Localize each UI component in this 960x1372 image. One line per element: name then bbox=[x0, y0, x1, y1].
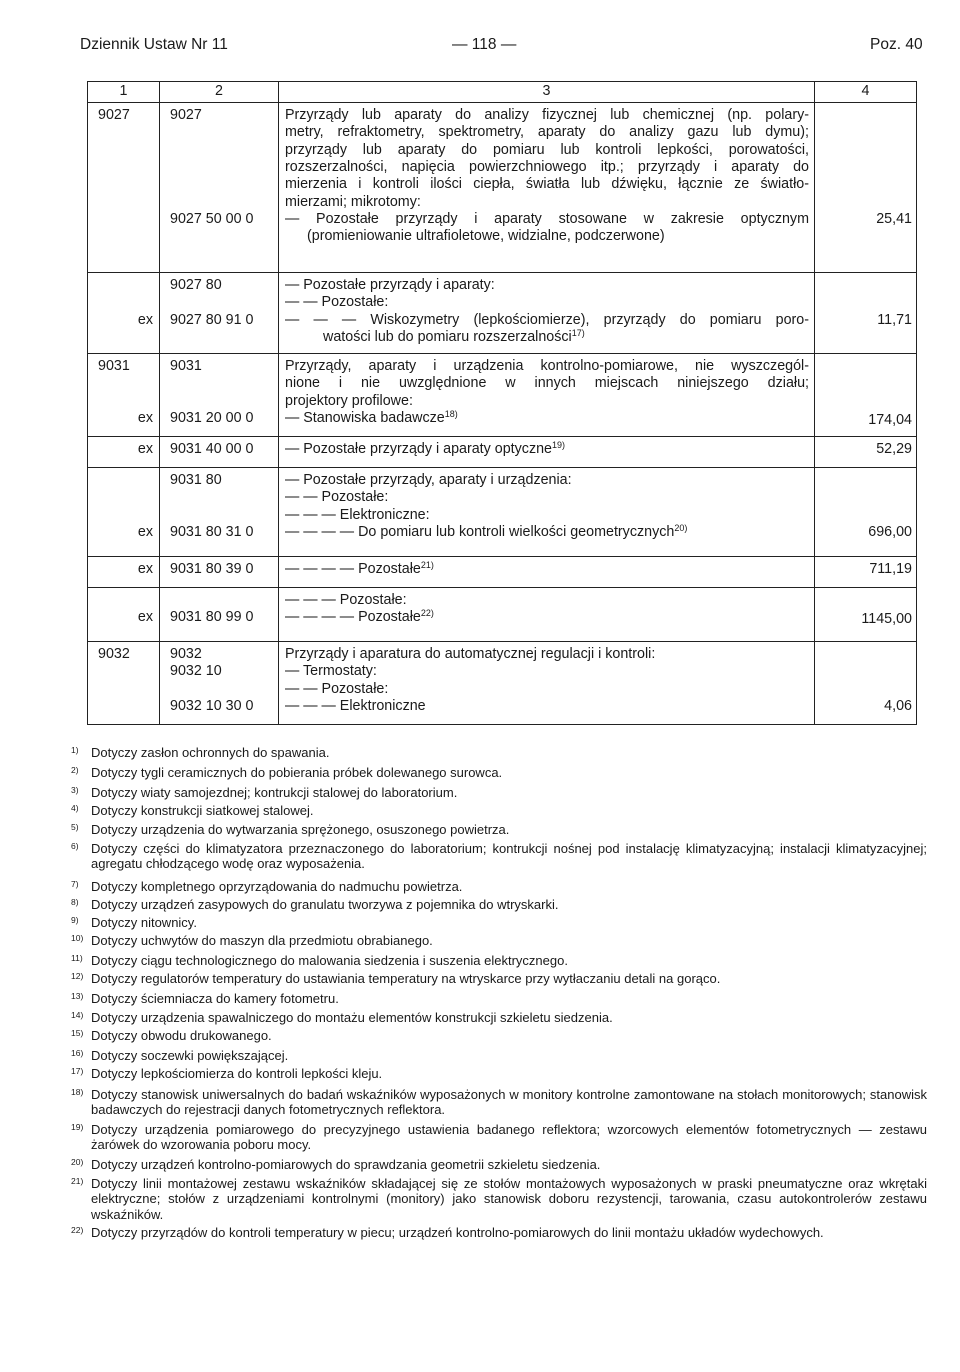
table-row bbox=[88, 437, 917, 468]
footnote-text: Dotyczy nitownicy. bbox=[91, 915, 197, 930]
footnote-ref: 19) bbox=[552, 440, 566, 450]
description-cell bbox=[279, 437, 815, 468]
duty-rate: 174,04 bbox=[868, 411, 912, 428]
description-text: — — — Elektroniczne bbox=[285, 697, 426, 714]
heading-number: 9032 bbox=[98, 646, 130, 662]
cell-content bbox=[279, 642, 814, 724]
rate-cell bbox=[815, 273, 917, 354]
description-text: — — Pozostałe: bbox=[285, 680, 389, 697]
description-line bbox=[285, 489, 388, 506]
footnote bbox=[71, 1122, 927, 1153]
cell-content bbox=[88, 642, 159, 724]
tariff-code: 9031 40 00 0 bbox=[170, 441, 254, 457]
cell-content bbox=[88, 354, 159, 436]
description-line bbox=[285, 663, 377, 680]
column-header: 3 bbox=[279, 82, 815, 103]
rate-cell bbox=[815, 468, 917, 557]
footnote-mark: 19) bbox=[71, 1122, 84, 1132]
description-line bbox=[285, 107, 809, 124]
footnote-mark: 15) bbox=[71, 1028, 84, 1038]
footnote bbox=[71, 785, 927, 800]
footnote bbox=[71, 991, 927, 1006]
footnote-ref: 20) bbox=[674, 522, 688, 533]
footnote-mark: 10) bbox=[71, 933, 84, 943]
footnote-text: Dotyczy regulatorów temperatury do ustawiania temperatury na wtryskarce przy wytłaczaniu detali na gorąco. bbox=[91, 971, 721, 986]
description-line bbox=[285, 277, 495, 294]
code-cell bbox=[160, 437, 279, 468]
description-text: nione i nie uwzględnione w innych miejscach niniejszego działu; bbox=[285, 375, 809, 392]
column-header: 1 bbox=[88, 82, 160, 103]
duty-rate: 25,41 bbox=[876, 210, 912, 227]
description-line bbox=[285, 410, 458, 427]
description-text: metry, refraktometry, spektrometry, aparaty do analizy gazu lub dymu); bbox=[285, 124, 809, 141]
journal-title: Dziennik Ustaw Nr 11 bbox=[80, 36, 228, 53]
tariff-code: 9032 bbox=[170, 646, 202, 662]
rate-cell bbox=[815, 642, 917, 725]
footnote-text: Dotyczy wiaty samojezdnej; kontrukcji stalowej do laboratorium. bbox=[91, 785, 458, 800]
footnote-text: Dotyczy urządzeń kontrolno-pomiarowych do sprawdzania geometrii szkieletu siedzenia. bbox=[91, 1157, 601, 1172]
footnote bbox=[71, 879, 927, 894]
tariff-code: 9032 10 30 0 bbox=[170, 697, 254, 714]
heading-cell bbox=[88, 468, 160, 557]
description-line bbox=[285, 646, 655, 663]
position-number: Poz. 40 bbox=[870, 36, 923, 53]
description-text: — — — Elektroniczne: bbox=[285, 506, 430, 523]
footnote-text: Dotyczy kompletnego oprzyrządowania do nadmuchu powietrza. bbox=[91, 879, 463, 894]
description-line bbox=[285, 524, 687, 541]
footnote-ref: 17) bbox=[571, 327, 585, 338]
cell-content bbox=[160, 273, 278, 353]
cell-content bbox=[160, 437, 278, 467]
duty-rate: 711,19 bbox=[869, 561, 912, 577]
heading-cell bbox=[88, 557, 160, 588]
description-line bbox=[285, 681, 388, 698]
footnote bbox=[71, 933, 927, 948]
table-row bbox=[88, 103, 917, 273]
footnote-text: Dotyczy konstrukcji siatkowej stalowej. bbox=[91, 803, 314, 818]
code-cell bbox=[160, 103, 279, 273]
footnote-text: Dotyczy urządzenia pomiarowego do precyzyjnego ustawienia badanego reflektora; wzorcowych elementów fotometrycznych — zestawu żarówek do wzorowania poboru mocy. bbox=[91, 1122, 927, 1153]
description-text: — — — Wiskozymetry (lepkościomierze), przyrządy do pomiaru poro- bbox=[285, 311, 809, 328]
page-number: — 118 — bbox=[452, 36, 517, 53]
code-cell bbox=[160, 642, 279, 725]
footnote-text: Dotyczy linii montażowej zestawu wskaźników składającej się ze stołów montażowych wyposażonych w praski pneumatyczne oraz wkrętaki elektryczne; stołów z urządzeniami kontrolnymi (monitory) jako stanowisk doboru rezystencji, tarowania, czasu autokontrolerów zestawu wskaźników. bbox=[91, 1176, 927, 1222]
cell-content bbox=[88, 437, 159, 467]
footnote-text: Dotyczy ściemniacza do kamery fotometru. bbox=[91, 991, 339, 1006]
cell-content bbox=[815, 354, 916, 436]
description-cell bbox=[279, 557, 815, 588]
description-line bbox=[285, 393, 413, 410]
ex-marker: ex bbox=[137, 441, 153, 457]
description-text: — — — — Pozostałe bbox=[285, 609, 421, 626]
description-text: mierzenia i kontroli ilości ciepła, światła lub dźwięku, łącznie ze światło- bbox=[285, 176, 809, 193]
duty-rate: 1145,00 bbox=[861, 611, 912, 628]
duty-rate: 52,29 bbox=[876, 441, 912, 457]
cell-content bbox=[815, 588, 916, 641]
footnote-mark: 14) bbox=[71, 1010, 84, 1020]
tariff-code: 9027 bbox=[170, 107, 202, 123]
footnote bbox=[71, 1176, 927, 1222]
column-header: 2 bbox=[160, 82, 279, 103]
tariff-code: 9031 80 99 0 bbox=[170, 609, 254, 626]
footnote-mark: 21) bbox=[71, 1176, 84, 1186]
footnote-mark: 1) bbox=[71, 745, 79, 755]
description-text: rozszerzalności, napięcia powierzchniowego itp.; przyrządy i aparaty do bbox=[285, 158, 809, 175]
description-line bbox=[285, 698, 426, 715]
table-row bbox=[88, 557, 917, 588]
footnote bbox=[71, 765, 927, 780]
footnote bbox=[71, 915, 927, 930]
footnote-mark: 12) bbox=[71, 971, 84, 981]
tariff-code: 9032 10 bbox=[170, 663, 222, 680]
footnote bbox=[71, 897, 927, 912]
ex-marker: ex bbox=[137, 609, 153, 626]
footnote-text: Dotyczy soczewki powiększającej. bbox=[91, 1048, 289, 1063]
code-cell bbox=[160, 588, 279, 642]
tariff-code: 9027 80 bbox=[170, 277, 222, 293]
tariff-code: 9031 80 39 0 bbox=[170, 561, 254, 577]
description-text: — Pozostałe przyrządy, aparaty i urządzenia: bbox=[285, 472, 572, 488]
footnote-mark: 7) bbox=[71, 879, 79, 889]
footnote-text: Dotyczy lepkościomierza do kontroli lepkości kleju. bbox=[91, 1066, 383, 1081]
heading-cell bbox=[88, 437, 160, 468]
footnote bbox=[71, 1048, 927, 1063]
footnote-text: Dotyczy obwodu drukowanego. bbox=[91, 1028, 272, 1043]
cell-content bbox=[160, 557, 278, 587]
cell-content bbox=[88, 103, 159, 272]
heading-cell bbox=[88, 354, 160, 437]
footnote-mark: 22) bbox=[71, 1225, 84, 1235]
table-row bbox=[88, 642, 917, 725]
column-header: 4 bbox=[815, 82, 917, 103]
footnote-mark: 5) bbox=[71, 822, 79, 832]
footnote-text: Dotyczy urządzenia spawalniczego do montażu elementów konstrukcji szkieletu siedzenia. bbox=[91, 1010, 613, 1025]
description-cell bbox=[279, 642, 815, 725]
ex-marker: ex bbox=[137, 409, 153, 426]
description-text: przyrządy lub aparaty do pomiaru lub kontroli lepkości, porowatości, bbox=[285, 141, 809, 158]
description-line bbox=[285, 294, 388, 311]
description-cell bbox=[279, 468, 815, 557]
footnote-ref: 18) bbox=[444, 408, 458, 419]
description-text: — Pozostałe przyrządy i aparaty stosowane w zakresie optycznym bbox=[285, 210, 809, 227]
table-row bbox=[88, 273, 917, 354]
heading-cell bbox=[88, 588, 160, 642]
footnote-ref: 21) bbox=[420, 560, 434, 570]
tariff-table bbox=[87, 81, 917, 725]
description-text: (promieniowanie ultrafioletowe, widzialne, podczerwone) bbox=[307, 228, 665, 245]
duty-rate: 4,06 bbox=[884, 697, 912, 714]
heading-cell bbox=[88, 103, 160, 273]
table-body bbox=[88, 103, 917, 725]
tariff-code: 9031 bbox=[170, 358, 202, 374]
footnote-text: Dotyczy urządzenia do wytwarzania sprężonego, osuszonego powietrza. bbox=[91, 822, 510, 837]
code-cell bbox=[160, 468, 279, 557]
description-text: — — — — Pozostałe bbox=[285, 561, 421, 577]
footnote-mark: 11) bbox=[71, 953, 83, 963]
cell-content bbox=[160, 103, 278, 272]
description-line bbox=[307, 228, 665, 245]
footnote-mark: 18) bbox=[71, 1087, 84, 1097]
tariff-code: 9031 80 31 0 bbox=[170, 523, 254, 540]
description-line bbox=[285, 159, 809, 176]
description-line bbox=[285, 609, 434, 626]
footnote-mark: 4) bbox=[71, 803, 79, 813]
ex-marker: ex bbox=[137, 311, 153, 328]
description-line bbox=[285, 312, 809, 329]
description-text: watości lub do pomiaru rozszerzalności bbox=[323, 328, 572, 345]
description-text: Przyrządy lub aparaty do analizy fizycznej lub chemicznej (np. polary- bbox=[285, 107, 809, 123]
description-text: — — — Pozostałe: bbox=[285, 592, 407, 608]
description-text: — — Pozostałe: bbox=[285, 489, 389, 506]
footnote-mark: 8) bbox=[71, 897, 79, 907]
footnote bbox=[71, 1157, 927, 1172]
tariff-code: 9027 80 91 0 bbox=[170, 311, 254, 328]
table-row bbox=[88, 468, 917, 557]
description-line bbox=[285, 176, 809, 193]
footnote-text: Dotyczy części do klimatyzatora przeznaczonego do laboratorium; kontrukcji nośnej pod instalację klimatyzacyjną; instalacji klimatyzacyjnej; agregatu chłodzącego wodę oraz wyposażenia. bbox=[91, 841, 927, 872]
description-cell bbox=[279, 273, 815, 354]
table-row bbox=[88, 588, 917, 642]
description-text: — — — — Do pomiaru lub kontroli wielkości geometrycznych bbox=[285, 523, 675, 540]
footnote-text: Dotyczy przyrządów do kontroli temperatury w piecu; urządzeń kontrolno-pomiarowych do linii montażu układów wydechowych. bbox=[91, 1225, 824, 1240]
footnote-mark: 17) bbox=[71, 1066, 84, 1076]
footnote-mark: 13) bbox=[71, 991, 84, 1001]
description-line bbox=[285, 358, 809, 375]
footnote bbox=[71, 953, 927, 968]
heading-cell bbox=[88, 273, 160, 354]
code-cell bbox=[160, 557, 279, 588]
cell-content bbox=[815, 468, 916, 556]
duty-rate: 11,71 bbox=[877, 311, 912, 328]
description-line bbox=[285, 507, 430, 524]
rate-cell bbox=[815, 103, 917, 273]
cell-content bbox=[279, 273, 814, 353]
ex-marker: ex bbox=[137, 523, 153, 540]
description-cell bbox=[279, 103, 815, 273]
description-text: Przyrządy i aparatura do automatycznej regulacji i kontroli: bbox=[285, 646, 656, 662]
cell-content bbox=[815, 557, 916, 587]
page-header bbox=[0, 0, 960, 60]
footnote-mark: 9) bbox=[71, 915, 79, 925]
cell-content bbox=[88, 557, 159, 587]
cell-content bbox=[279, 354, 814, 436]
cell-content bbox=[88, 468, 159, 556]
footnote-ref: 22) bbox=[420, 608, 434, 619]
footnote bbox=[71, 1087, 927, 1118]
footnote bbox=[71, 1010, 927, 1025]
tariff-code: 9031 80 bbox=[170, 472, 222, 488]
description-line bbox=[285, 124, 809, 141]
tariff-code: 9031 20 00 0 bbox=[170, 409, 254, 426]
description-line bbox=[285, 194, 421, 211]
cell-content bbox=[279, 103, 814, 272]
description-cell bbox=[279, 354, 815, 437]
description-text: mierzami; mikrotomy: bbox=[285, 193, 421, 210]
cell-content bbox=[160, 468, 278, 556]
column-header-row bbox=[88, 82, 917, 103]
cell-content bbox=[160, 354, 278, 436]
footnote-mark: 16) bbox=[71, 1048, 84, 1058]
footnote-text: Dotyczy uchwytów do maszyn dla przedmiotu obrabianego. bbox=[91, 933, 433, 948]
footnote bbox=[71, 971, 927, 986]
description-line bbox=[285, 472, 572, 489]
code-cell bbox=[160, 273, 279, 354]
heading-number: 9027 bbox=[98, 107, 130, 123]
rate-cell bbox=[815, 354, 917, 437]
footnote bbox=[71, 841, 927, 872]
footnote bbox=[71, 745, 927, 760]
cell-content bbox=[815, 642, 916, 724]
cell-content bbox=[160, 642, 278, 724]
cell-content bbox=[279, 468, 814, 556]
rate-cell bbox=[815, 557, 917, 588]
footnote bbox=[71, 1225, 927, 1240]
footnote bbox=[71, 822, 927, 837]
description-line bbox=[285, 592, 407, 609]
footnote-mark: 3) bbox=[71, 785, 79, 795]
cell-content bbox=[279, 588, 814, 641]
description-text: — Termostaty: bbox=[285, 663, 377, 680]
ex-marker: ex bbox=[137, 561, 153, 577]
cell-content bbox=[279, 437, 814, 467]
description-line bbox=[285, 211, 809, 228]
footnote bbox=[71, 1028, 927, 1043]
description-line bbox=[285, 375, 809, 392]
rate-cell bbox=[815, 437, 917, 468]
cell-content bbox=[160, 588, 278, 641]
description-text: — — Pozostałe: bbox=[285, 294, 389, 311]
description-text: Przyrządy, aparaty i urządzenia kontrolno-pomiarowe, nie wyszczegól- bbox=[285, 358, 809, 374]
footnote-text: Dotyczy tygli ceramicznych do pobierania próbek dolewanego surowca. bbox=[91, 765, 503, 780]
cell-content bbox=[88, 273, 159, 353]
cell-content bbox=[279, 557, 814, 587]
description-text: projektory profilowe: bbox=[285, 392, 413, 409]
duty-rate: 696,00 bbox=[868, 523, 912, 540]
footnote-text: Dotyczy zasłon ochronnych do spawania. bbox=[91, 745, 330, 760]
cell-content bbox=[815, 103, 916, 272]
description-line bbox=[285, 561, 434, 578]
footnote-mark: 2) bbox=[71, 765, 79, 775]
description-text: — Stanowiska badawcze bbox=[285, 409, 445, 426]
rate-cell bbox=[815, 588, 917, 642]
heading-number: 9031 bbox=[98, 358, 130, 374]
description-line bbox=[323, 329, 585, 346]
heading-cell bbox=[88, 642, 160, 725]
footnote-text: Dotyczy stanowisk uniwersalnych do badań wskaźników wyposażonych w monitory kontrolne zamontowane na stołach monitorowych; stanowisk badawczych do rejestracji danych fotometrycznych reflektora. bbox=[91, 1087, 927, 1118]
footnote-text: Dotyczy urządzeń zasypowych do granulatu tworzywa z pojemnika do wtryskarki. bbox=[91, 897, 559, 912]
footnote-text: Dotyczy ciągu technologicznego do malowania siedzenia i suszenia elektrycznego. bbox=[91, 953, 568, 968]
description-line bbox=[285, 142, 809, 159]
table-row bbox=[88, 354, 917, 437]
footnote bbox=[71, 803, 927, 818]
description-line bbox=[285, 441, 565, 458]
cell-content bbox=[88, 588, 159, 641]
cell-content bbox=[815, 273, 916, 353]
tariff-code: 9027 50 00 0 bbox=[170, 210, 254, 227]
footnote bbox=[71, 1066, 927, 1081]
code-cell bbox=[160, 354, 279, 437]
description-text: — Pozostałe przyrządy i aparaty optyczne bbox=[285, 441, 552, 457]
footnote-mark: 6) bbox=[71, 841, 79, 851]
description-cell bbox=[279, 588, 815, 642]
cell-content bbox=[815, 437, 916, 467]
description-text: — Pozostałe przyrządy i aparaty: bbox=[285, 277, 495, 293]
footnote-mark: 20) bbox=[71, 1157, 84, 1167]
